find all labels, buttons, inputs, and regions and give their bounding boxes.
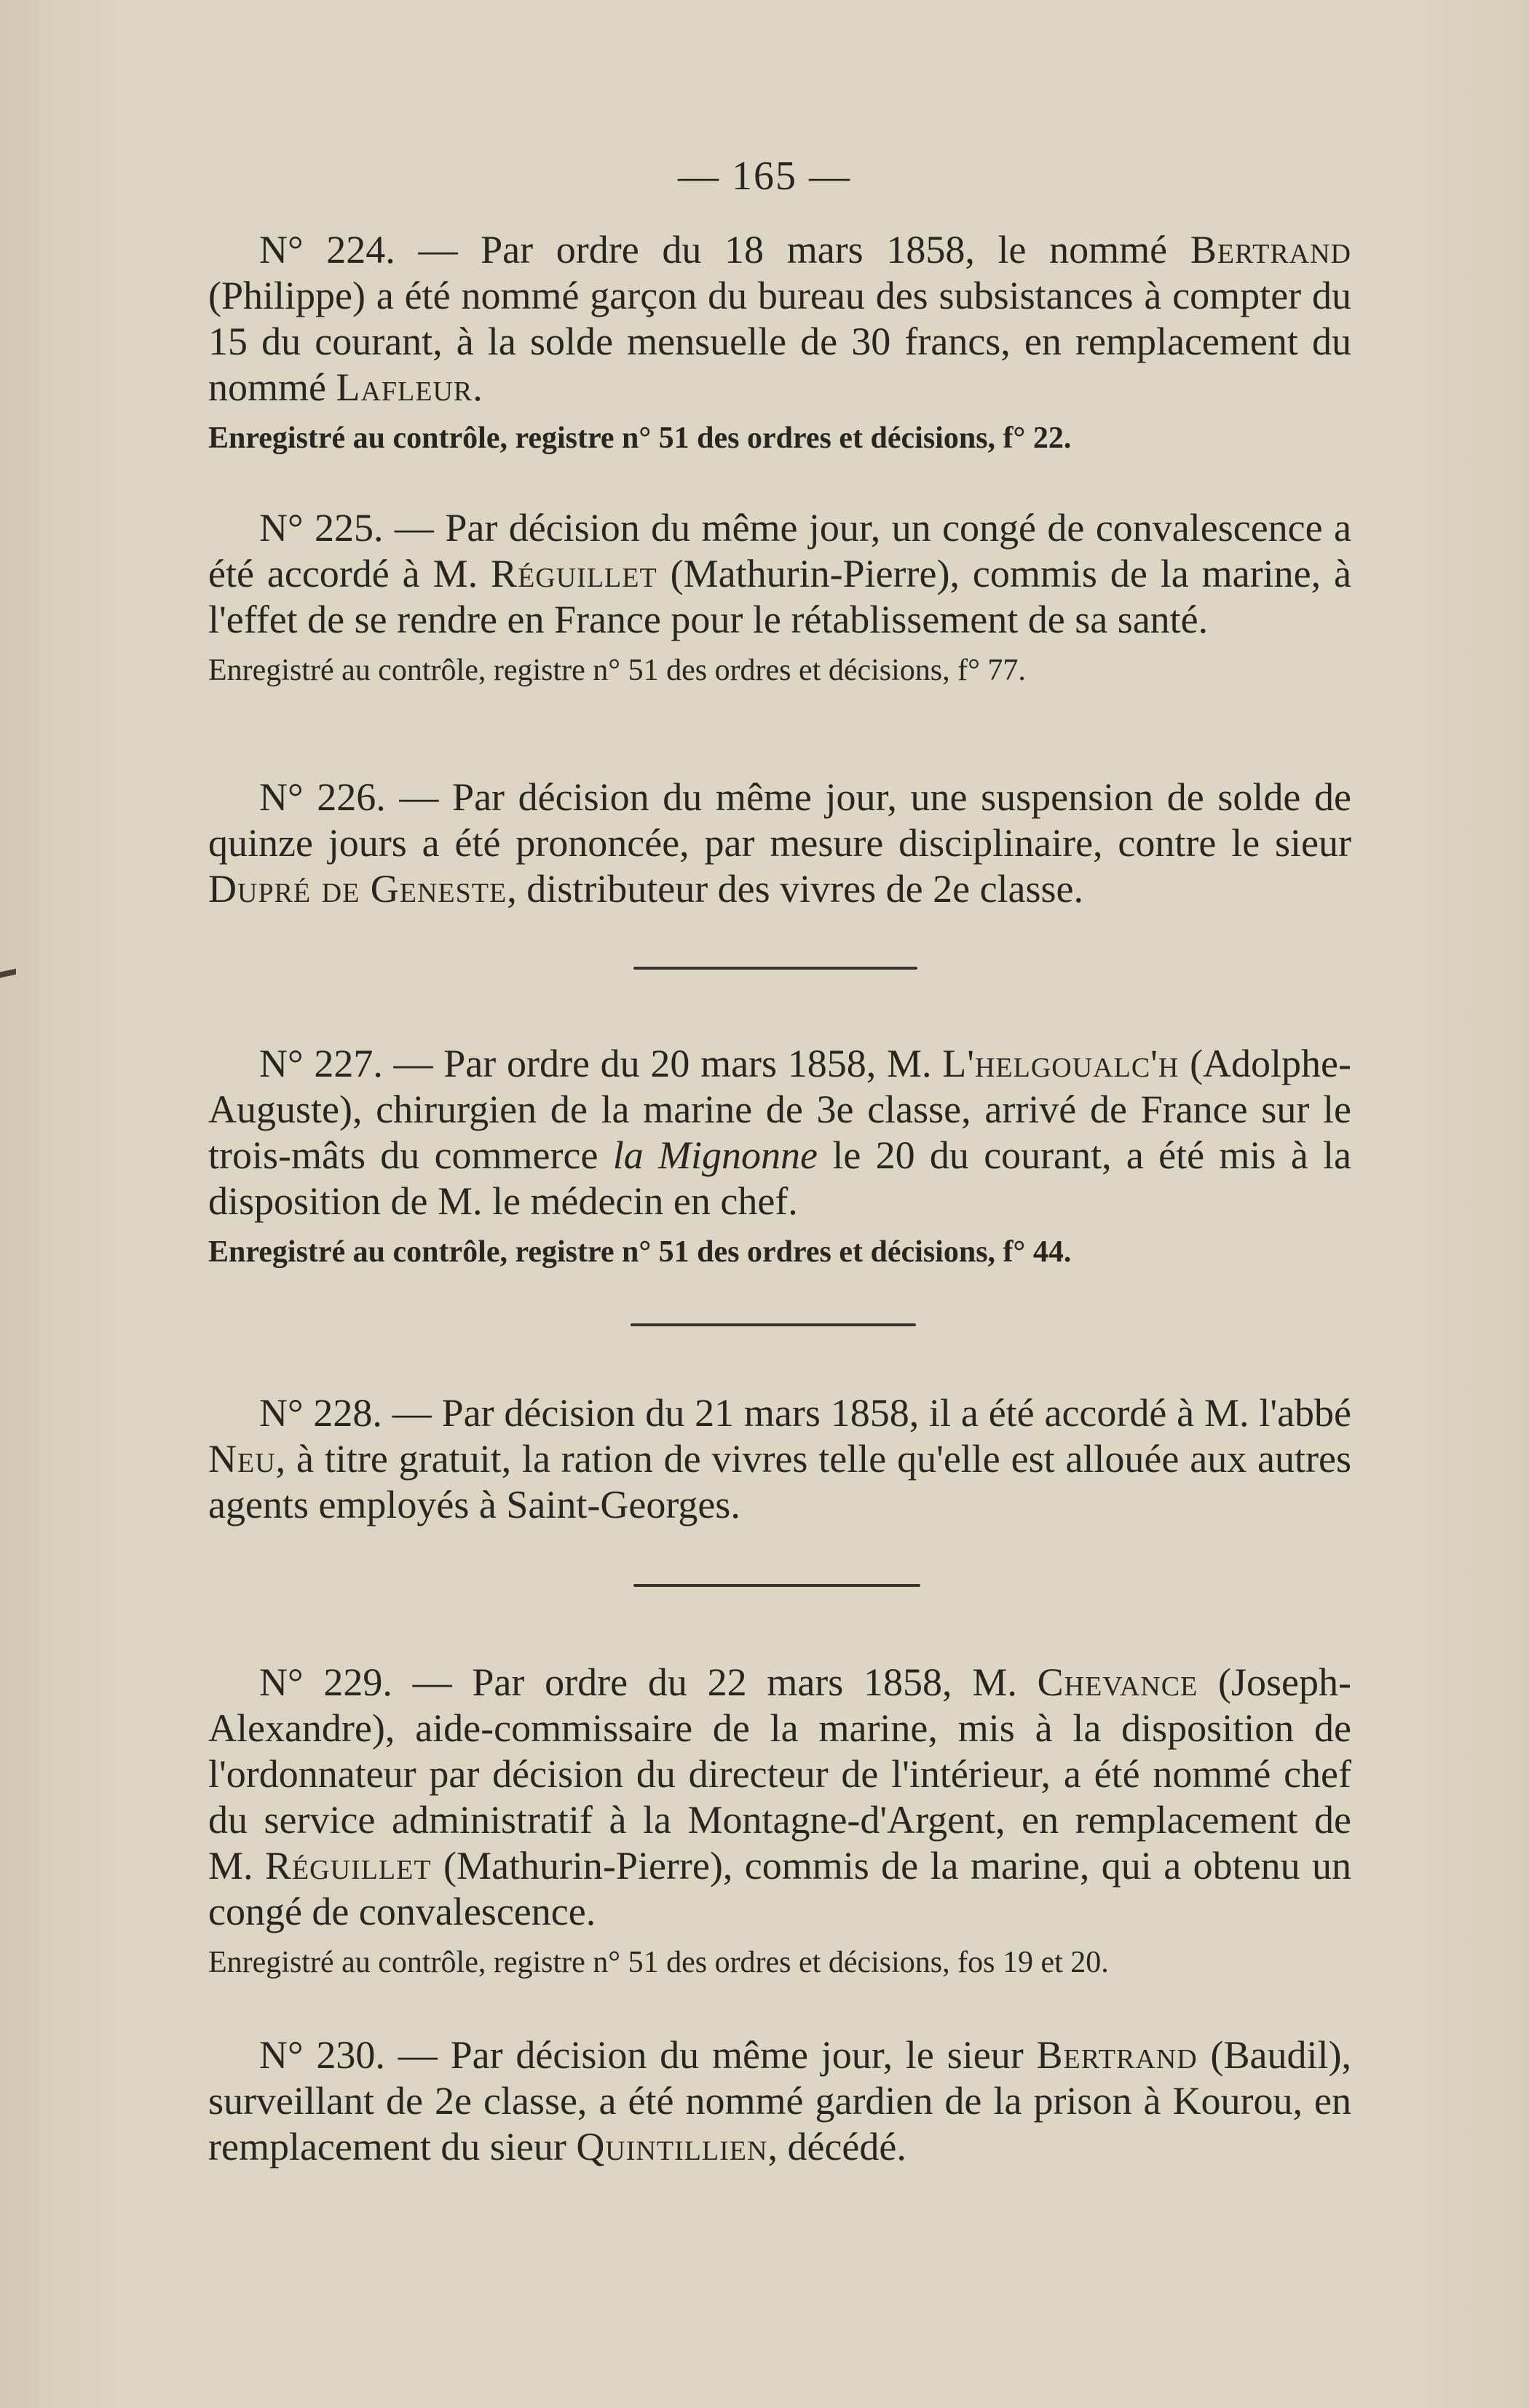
entry-text: N° 227. — Par ordre du 20 mars 1858, M. L'helgoualc'h (Adolphe-Auguste), chirurgien de la marine de 3e classe, arrivé de France sur le trois-mâts du commerce la Mignonne le 20 du courant, a été mis à la disposition de M. le médecin en chef. bbox=[208, 1042, 1352, 1223]
person-name: Quintillien bbox=[576, 2125, 768, 2169]
entry-229 bbox=[208, 1660, 1351, 1983]
ship-name: la Mignonne bbox=[612, 1133, 818, 1177]
registration-note: Enregistré au contrôle, registre n° 51 des ordres et décisions, f° 22. bbox=[208, 421, 1072, 455]
entry-number: N° 229. bbox=[259, 1660, 392, 1704]
entry-number: N° 224. bbox=[259, 228, 395, 272]
entry-text: N° 229. — Par ordre du 22 mars 1858, M. Chevance (Joseph-Alexandre), aide-commissaire de la marine, mis à la disposition de l'ordonnateur par décision du directeur de l'intérieur, a été nommé chef du service administratif à la Montagne-d'Argent, en remplacement de M. Réguillet (Mathurin-Pierre), commis de la marine, qui a obtenu un congé de convalescence. bbox=[208, 1660, 1352, 1933]
margin-mark bbox=[0, 969, 16, 978]
person-name: Réguillet bbox=[264, 1844, 432, 1888]
entry-225 bbox=[208, 505, 1351, 691]
entry-227 bbox=[208, 1041, 1351, 1272]
person-name: Chevance bbox=[1037, 1660, 1198, 1704]
entry-228 bbox=[208, 1390, 1351, 1528]
entry-text: N° 224. — Par ordre du 18 mars 1858, le nommé Bertrand (Philippe) a été nommé garçon du bureau des subsistances à compter du 15 du courant, à la solde mensuelle de 30 francs, en remplacement du nommé Lafleur. bbox=[208, 228, 1351, 409]
section-divider bbox=[633, 1584, 920, 1587]
entry-text: N° 228. — Par décision du 21 mars 1858, il a été accordé à M. l'abbé Neu, à titre gratuit, la ration de vivres telle qu'elle est allouée aux autres agents employés à Saint-Georges. bbox=[208, 1391, 1351, 1526]
registration-note: Enregistré au contrôle, registre n° 51 des ordres et décisions, f° 77. bbox=[208, 654, 1026, 687]
person-name: Réguillet bbox=[491, 552, 657, 595]
person-name: Dupré de Geneste bbox=[208, 867, 507, 911]
person-name: Bertrand bbox=[1036, 2033, 1198, 2077]
entry-230 bbox=[208, 2032, 1351, 2170]
page-number: — 165 — bbox=[678, 154, 851, 199]
entry-number: N° 228. bbox=[259, 1391, 382, 1435]
section-divider bbox=[631, 1323, 916, 1326]
person-name: L'helgoualc'h bbox=[942, 1042, 1180, 1085]
person-name: Bertrand bbox=[1190, 228, 1351, 272]
entry-224 bbox=[208, 227, 1351, 459]
entry-text: N° 225. — Par décision du même jour, un congé de convalescence a été accordé à M. Réguillet (Mathurin-Pierre), commis de la marine, à l'effet de se rendre en France pour le rétablissement de sa santé. bbox=[208, 506, 1351, 641]
entry-number: N° 226. bbox=[259, 775, 386, 819]
entry-number: N° 225. bbox=[259, 506, 384, 550]
person-name: Lafleur bbox=[336, 365, 473, 409]
registration-note: Enregistré au contrôle, registre n° 51 des ordres et décisions, fos 19 et 20. bbox=[208, 1946, 1109, 1979]
person-name: Neu bbox=[208, 1437, 276, 1481]
entry-text: N° 226. — Par décision du même jour, une suspension de solde de quinze jours a été prononcée, par mesure disciplinaire, contre le sieur Dupré de Geneste, distributeur des vivres de 2e classe. bbox=[208, 775, 1352, 911]
entry-226 bbox=[208, 775, 1351, 912]
section-divider bbox=[633, 967, 917, 970]
entry-number: N° 230. bbox=[259, 2033, 385, 2077]
entry-text: N° 230. — Par décision du même jour, le sieur Bertrand (Baudil), surveillant de 2e classe, a été nommé gardien de la prison à Kourou, en remplacement du sieur Quintillien, décédé. bbox=[208, 2033, 1351, 2169]
registration-note: Enregistré au contrôle, registre n° 51 des ordres et décisions, f° 44. bbox=[208, 1235, 1072, 1269]
entry-number: N° 227. bbox=[259, 1042, 383, 1085]
